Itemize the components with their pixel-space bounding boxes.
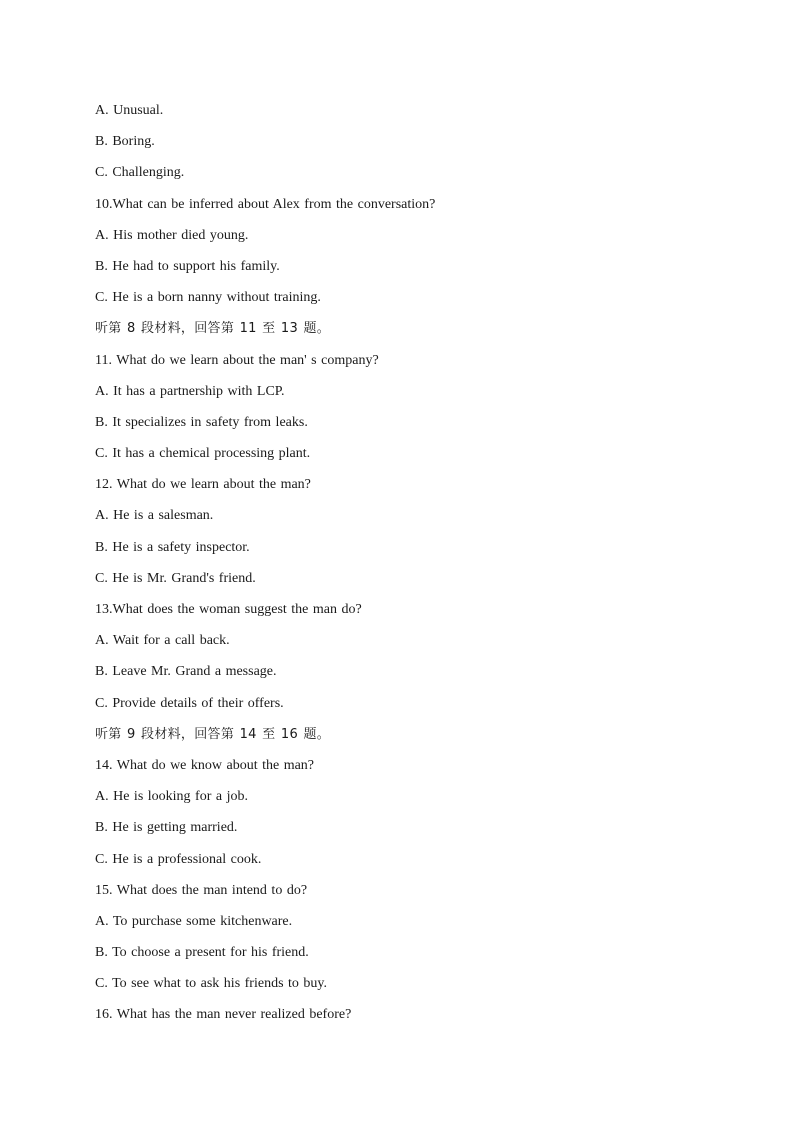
option-9c: C. Challenging. (95, 165, 185, 181)
option-13a: A. Wait for a call back. (95, 633, 230, 649)
question-10: 10.What can be inferred about Alex from the conversation? (95, 196, 436, 212)
section-instruction-8: 听第 8 段材料，回答第 11 至 13 题。 (95, 321, 331, 337)
question-13: 13.What does the woman suggest the man do? (95, 602, 362, 617)
question-15: 15. What does the man intend to do? (95, 882, 308, 898)
option-11c: C. It has a chemical processing plant. (95, 446, 311, 462)
option-12a: A. He is a salesman. (95, 508, 214, 524)
option-15b: B. To choose a present for his friend. (95, 945, 309, 961)
option-11b: B. It specializes in safety from leaks. (95, 414, 308, 430)
option-14a: A. He is looking for a job. (95, 789, 248, 805)
option-12b: B. He is a safety inspector. (95, 539, 250, 555)
option-10a: A. His mother died young. (95, 227, 249, 243)
option-14c: C. He is a professional cook. (95, 851, 262, 867)
option-13b: B. Leave Mr. Grand a message. (95, 664, 277, 680)
section-instruction-9: 听第 9 段材料，回答第 14 至 16 题。 (95, 726, 331, 742)
question-16: 16. What has the man never realized before? (95, 1007, 352, 1023)
option-12c: C. He is Mr. Grand's friend. (95, 570, 256, 586)
option-11a: A. It has a partnership with LCP. (95, 383, 285, 399)
option-10c: C. He is a born nanny without training. (95, 290, 321, 306)
question-11: 11. What do we learn about the man' s company? (95, 352, 379, 368)
question-12: 12. What do we learn about the man? (95, 477, 311, 493)
option-10b: B. He had to support his family. (95, 258, 280, 274)
option-15a: A. To purchase some kitchenware. (95, 913, 293, 929)
option-14b: B. He is getting married. (95, 820, 238, 836)
question-list (95, 101, 735, 1037)
option-9b: B. Boring. (95, 134, 155, 150)
option-13c: C. Provide details of their offers. (95, 695, 284, 711)
option-9a: A. Unusual. (95, 103, 164, 118)
option-15c: C. To see what to ask his friends to buy. (95, 976, 327, 992)
question-14: 14. What do we know about the man? (95, 757, 315, 773)
